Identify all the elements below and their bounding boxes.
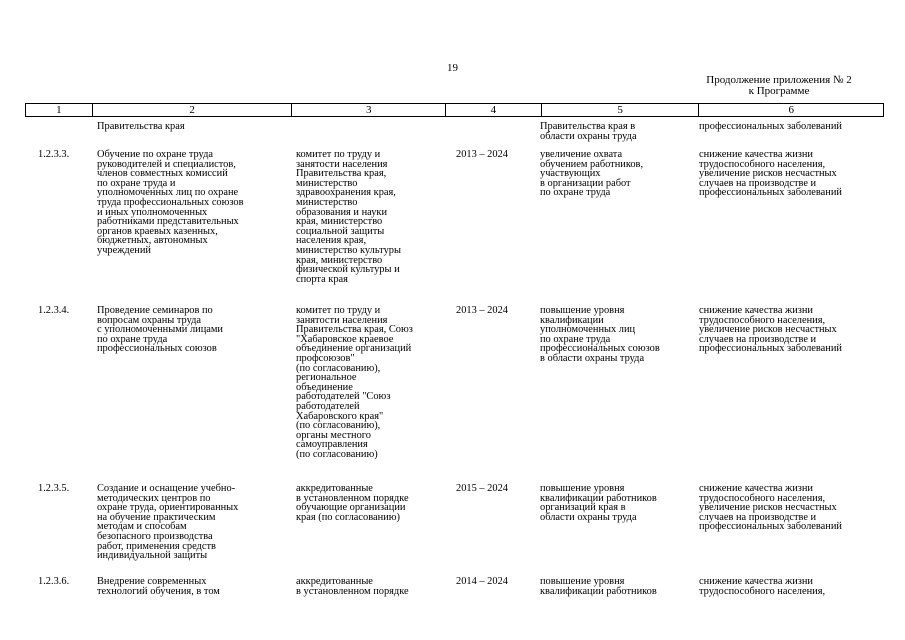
row-period: 2015 – 2024 [456, 483, 508, 494]
row-period: 2014 – 2024 [456, 576, 508, 587]
row-action: Проведение семинаров по вопросам охраны труда с уполномоченными лицами по охране труда профессиональных союзов [97, 305, 223, 355]
row-number: 1.2.3.3. [38, 149, 70, 160]
row-action: Внедрение современных технологий обучения, в том [97, 576, 220, 597]
row-executor: комитет по труду и занятости населения Правительства края, Союз "Хабаровское краевое объединение организаций профсоюзов" (по согласованию), региональное объединение работодателей "Союз работодателей Хабаровского края" (по согласованию), органы местного самоуправления (по согласованию) [296, 305, 413, 460]
row-period: 2013 – 2024 [456, 305, 508, 316]
column-header: 1 [56, 104, 62, 116]
row-consequence: снижение качества жизни трудоспособного населения, увеличение рисков несчастных случаев на производстве и профессиональных заболеваний [699, 305, 842, 355]
page-number: 19 [447, 62, 458, 74]
column-header: 5 [541, 104, 699, 116]
column-header: 6 [698, 104, 883, 116]
row-executor: аккредитованные в установленном порядке обучающие организации края (по согласованию) [296, 483, 409, 523]
row-action: Обучение по охране труда руководителей и специалистов, членов совместных комиссий по охране труда и уполномоченных лиц по охране труда профессиональных союзов и иных уполномоченных работниками представительных органов краевых казенных, бюджетных, автономных учреждений [97, 149, 244, 256]
continued-result: Правительства края в области охраны труда [540, 121, 637, 142]
column-header: 4 [445, 104, 541, 116]
row-period: 2013 – 2024 [456, 149, 508, 160]
row-consequence: снижение качества жизни трудоспособного населения, [699, 576, 826, 597]
row-result: повышение уровня квалификации работников организаций края в области охраны труда [540, 483, 657, 523]
row-executor: аккредитованные в установленном порядке [296, 576, 409, 597]
row-result: повышение уровня квалификации работников [540, 576, 657, 597]
row-consequence: снижение качества жизни трудоспособного населения, увеличение рисков несчастных случаев на производстве и профессиональных заболеваний [699, 149, 842, 199]
row-result: увеличение охвата обучением работников, участвующих в организации работ по охране труда [540, 149, 644, 199]
column-header: 3 [291, 104, 445, 116]
table-header-row [25, 103, 884, 117]
row-result: повышение уровня квалификации уполномоченных лиц по охране труда профессиональных союзов в области охраны труда [540, 305, 660, 364]
continued-consequence: профессиональных заболеваний [699, 121, 842, 132]
row-action: Создание и оснащение учебно- методических центров по охране труда, ориентированных на обучение практическим методам и способам безопасного производства работ, применения средств индивидуальной защиты [97, 483, 239, 562]
continued-action: Правительства края [97, 121, 185, 132]
row-number: 1.2.3.5. [38, 483, 70, 494]
row-consequence: снижение качества жизни трудоспособного населения, увеличение рисков несчастных случаев на производстве и профессиональных заболеваний [699, 483, 842, 533]
column-header: 2 [92, 104, 292, 116]
row-number: 1.2.3.6. [38, 576, 70, 587]
row-executor: комитет по труду и занятости населения Правительства края, министерство здравоохранения края, министерство образования и науки края, министерство социальной защиты населения края, министерство культуры края, министерство физической культуры и спорта края [296, 149, 401, 285]
appendix-caption: Продолжение приложения № 2 к Программе [706, 74, 852, 97]
row-number: 1.2.3.4. [38, 305, 70, 316]
